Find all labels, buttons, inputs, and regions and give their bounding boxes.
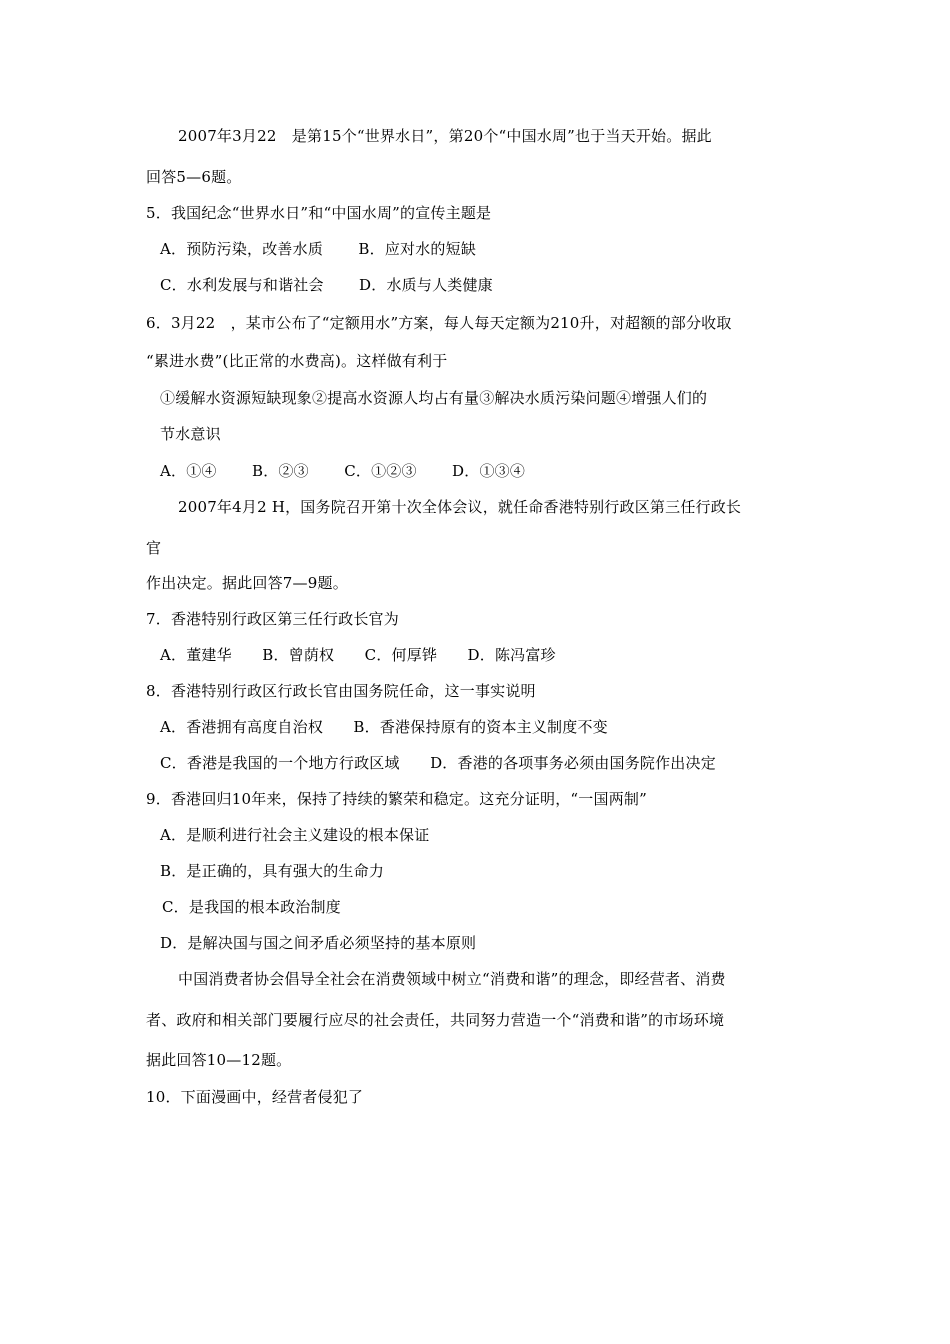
passage-water-line-2: 回答5—6题。 <box>146 168 242 186</box>
question-8-stem: 8．香港特别行政区行政长官由国务院任命，这一事实说明 <box>146 682 536 700</box>
question-7-options: A．董建华 B．曾荫权 C．何厚铧 D．陈冯富珍 <box>160 646 556 664</box>
question-8-options-row-2: C．香港是我国的一个地方行政区域 D．香港的各项事务必须由国务院作出决定 <box>160 754 716 772</box>
passage-consumer-line-3: 据此回答10—12题。 <box>146 1051 292 1069</box>
passage-hk-line-3: 作出决定。据此回答7—9题。 <box>146 574 348 592</box>
question-6-stem-line-1: 6．3月22 ，某市公布了“定额用水”方案，每人每天定额为210升，对超额的部分收取 <box>146 314 732 332</box>
question-7-stem: 7．香港特别行政区第三任行政长官为 <box>146 610 399 628</box>
question-6-stem-line-2: “累进水费”(比正常的水费高)。这样做有利于 <box>146 352 448 370</box>
question-9-option-c: C．是我国的根本政治制度 <box>162 898 341 916</box>
passage-hk-line-2: 官 <box>146 539 162 557</box>
question-6-items-line-1: ①缓解水资源短缺现象②提高水资源人均占有量③解决水质污染问题④增强人们的 <box>160 389 708 407</box>
question-10-stem: 10．下面漫画中，经营者侵犯了 <box>146 1088 364 1106</box>
question-6-options: A．①④ B．②③ C．①②③ D．①③④ <box>160 462 526 480</box>
question-5-stem: 5．我国纪念“世界水日”和“中国水周”的宣传主题是 <box>146 204 492 222</box>
passage-water-line-1: 2007年3月22 是第15个“世界水日”，第20个“中国水周”也于当天开始。据此 <box>178 127 712 145</box>
question-5-options-row-1: A．预防污染，改善水质 B．应对水的短缺 <box>160 240 477 258</box>
question-8-options-row-1: A．香港拥有高度自治权 B．香港保持原有的资本主义制度不变 <box>160 718 608 736</box>
question-5-options-row-2: C．水利发展与和谐社会 D．水质与人类健康 <box>160 276 493 294</box>
question-9-option-a: A．是顺利进行社会主义建设的根本保证 <box>160 826 430 844</box>
passage-hk-line-1: 2007年4月2 H，国务院召开第十次全体会议，就任命香港特别行政区第三任行政长 <box>178 498 742 516</box>
passage-consumer-line-1: 中国消费者协会倡导全社会在消费领域中树立“消费和谐”的理念，即经营者、消费 <box>178 970 726 988</box>
question-9-option-b: B．是正确的，具有强大的生命力 <box>160 862 385 880</box>
question-9-option-d: D．是解决国与国之间矛盾必须坚持的基本原则 <box>160 934 477 952</box>
passage-consumer-line-2: 者、政府和相关部门要履行应尽的社会责任，共同努力营造一个“消费和谐”的市场环境 <box>146 1011 725 1029</box>
question-6-items-line-2: 节水意识 <box>160 425 221 443</box>
question-9-stem: 9．香港回归10年来，保持了持续的繁荣和稳定。这充分证明，“一国两制” <box>146 790 647 808</box>
